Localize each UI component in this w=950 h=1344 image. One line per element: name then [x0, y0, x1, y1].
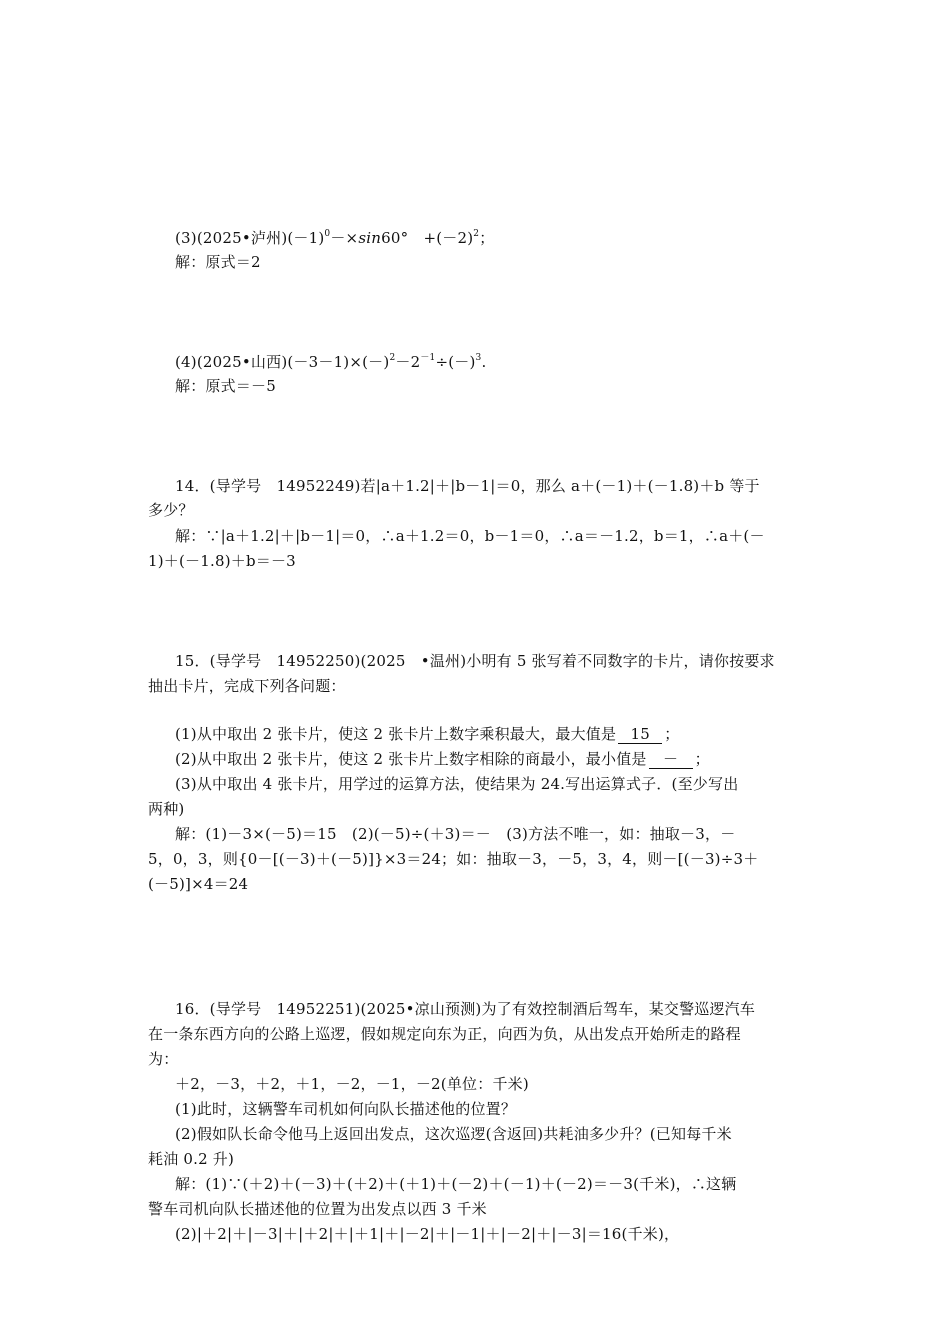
q16-part2-line-1: (2)假如队长命令他马上返回出发点，这次巡逻(含返回)共耗油多少升？(已知每千米	[175, 1125, 732, 1143]
q13-part3-expression: (3)(2025•泸州)$(-1)^0-\times\sin 60^\circ$ $+(-2)^2$；	[175, 229, 495, 247]
q15-part3-line-1: (3)从中取出 4 张卡片，用学过的运算方法，使结果为 24.写出运算式子．(至少写出	[175, 775, 739, 793]
q15-line-1: 15．(导学号 14952250)(2025 •温州)小明有 5 张写着不同数字的卡片，请你按要求	[175, 652, 775, 670]
q16-data: ＋2，－3，＋2，＋1，－2，－1，－2(单位：千米)	[175, 1075, 529, 1093]
q16-solution-line-3: (2)|＋2|＋|－3|＋|＋2|＋|＋1|＋|－2|＋|－1|＋|－2|＋|－3|＝16(千米)，	[175, 1225, 680, 1243]
q16-solution-line-2: 警车司机向队长描述他的位置为出发点以西 3 千米	[148, 1200, 487, 1218]
q15-solution-line-3: (－5)]×4＝24	[148, 875, 249, 893]
q15-solution-line-1: 解：(1)－3×(－5)＝15 (2)(－5)÷(＋3)＝－ (3)方法不唯一，如：抽取－3，－	[175, 825, 736, 843]
q16-part2-line-2: 耗油 0.2 升)	[148, 1150, 235, 1168]
q15-line-2: 抽出卡片，完成下列各问题：	[148, 677, 346, 695]
q16-solution-line-1: 解：(1)∵(＋2)＋(－3)＋(＋2)＋(＋1)＋(－2)＋(－1)＋(－2)＝－3(千米)，∴这辆	[175, 1175, 737, 1193]
q15-part2-answer: －	[649, 750, 693, 769]
q13-part4-expression: (4)(2025•山西)$(-3-1)\times(-)^2-2^{-1}\div(-)^3$.	[175, 353, 487, 371]
q16-line-2: 在一条东西方向的公路上巡逻，假如规定向东为正，向西为负，从出发点开始所走的路程	[148, 1025, 741, 1043]
q15-part3-line-2: 两种)	[148, 800, 185, 818]
q16-part1: (1)此时，这辆警车司机如何向队长描述他的位置？	[175, 1100, 517, 1118]
q13-part3-solution: 解：原式＝2	[175, 253, 261, 271]
q15-solution-line-2: 5，0，3，则{0－[(－3)＋(－5)]}×3＝24；如：抽取－3，－5，3，4，则－[(－3)÷3＋	[148, 850, 759, 868]
q16-line-1: 16．(导学号 14952251)(2025•凉山预测)为了有效控制酒后驾车，某交警巡逻汽车	[175, 1000, 756, 1018]
q14-solution-line-1: 解：∵|a＋1.2|＋|b－1|＝0，∴a＋1.2＝0，b－1＝0，∴a＝－1.2，b＝1，∴a＋(－	[175, 527, 765, 545]
q15-part1-answer: 15	[618, 725, 662, 744]
q16-line-3: 为：	[148, 1050, 179, 1068]
q15-part1: (1)从中取出 2 张卡片，使这 2 张卡片上数字乘积最大，最大值是 15 ；	[175, 725, 680, 743]
q13-part4-solution: 解：原式＝－5	[175, 377, 276, 395]
q14-line-2: 多少？	[148, 501, 194, 519]
q14-line-1: 14．(导学号 14952249)若|a＋1.2|＋|b－1|＝0，那么 a＋(－1)＋(－1.8)＋b 等于	[175, 477, 760, 495]
q14-solution-line-2: 1)＋(－1.8)＋b＝－3	[148, 552, 296, 570]
q15-part2: (2)从中取出 2 张卡片，使这 2 张卡片上数字相除的商最小，最小值是 － ；	[175, 750, 710, 768]
